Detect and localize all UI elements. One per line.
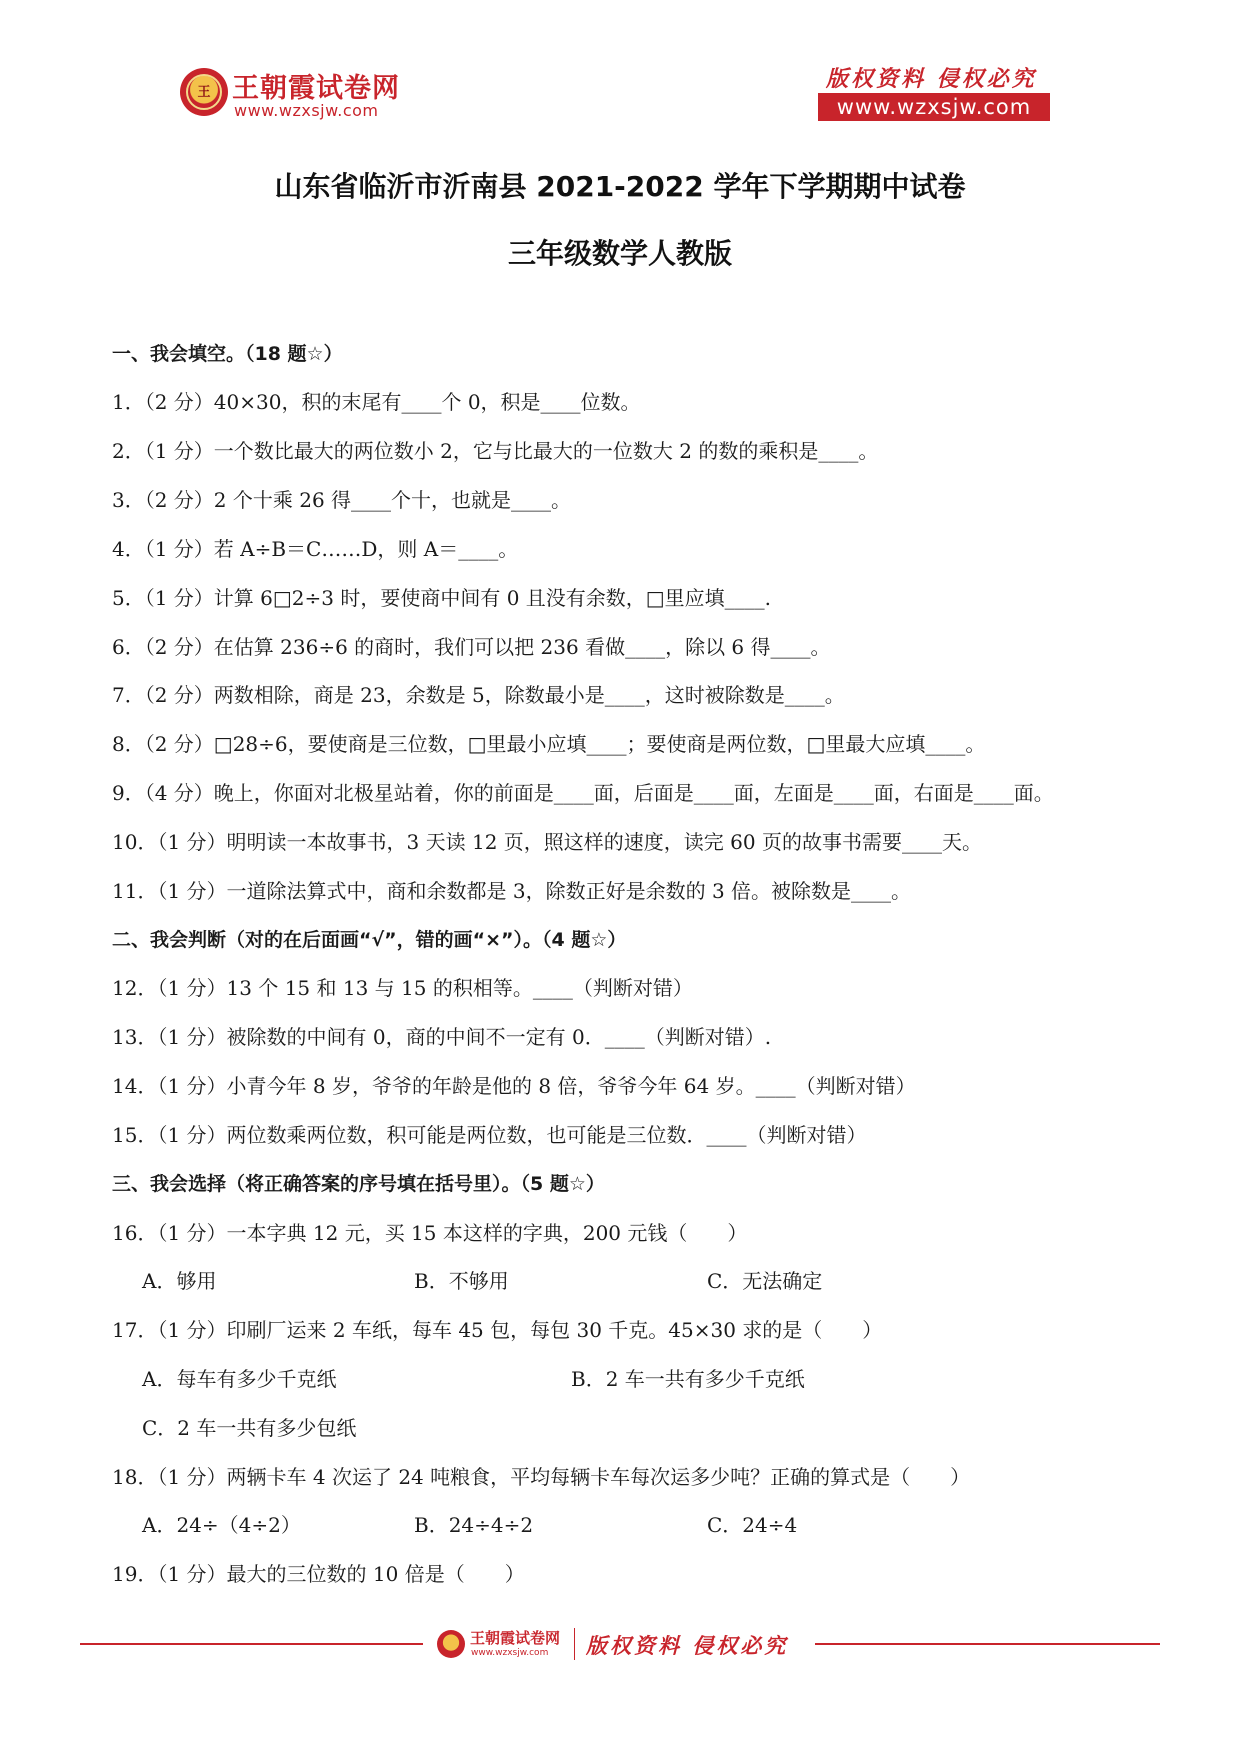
q16-option-a: A．够用 (142, 1269, 217, 1293)
copyright-notice: 版权资料 侵权必究 (826, 66, 1037, 92)
question-3: 3．（2 分）2 个十乘 26 得____个十，也就是____。 (112, 488, 572, 512)
brand-name: 王朝霞试卷网 (232, 73, 400, 104)
question-2: 2．（1 分）一个数比最大的两位数小 2，它与比最大的一位数大 2 的数的乘积是____。 (112, 439, 879, 463)
question-15: 15．（1 分）两位数乘两位数，积可能是两位数，也可能是三位数．____（判断对错） (112, 1123, 867, 1147)
footer-rule-left (80, 1643, 423, 1645)
question-10: 10．（1 分）明明读一本故事书，3 天读 12 页，照这样的速度，读完 60 页的故事书需要____天。 (112, 830, 982, 854)
brand-logo (180, 68, 228, 116)
question-4: 4．（1 分）若 A÷B＝C……D，则 A＝____。 (112, 537, 519, 561)
exam-subtitle: 三年级数学人教版 (507, 237, 732, 270)
question-8: 8．（2 分）□28÷6，要使商是三位数，□里最小应填____；要使商是两位数，□里最大应填____。 (112, 732, 986, 756)
logo-glyph: 王 (197, 85, 211, 100)
section-heading-multiple-choice: 三、我会选择（将正确答案的序号填在括号里）。（5 题☆） (112, 1173, 605, 1195)
question-7: 7．（2 分）两数相除，商是 23，余数是 5，除数最小是____，这时被除数是____。 (112, 683, 845, 707)
footer-brand-name: 王朝霞试卷网 (470, 1629, 561, 1647)
q16-option-b: B．不够用 (414, 1269, 509, 1293)
footer-brand-url: www.wzxsjw.com (471, 1648, 549, 1658)
question-13: 13．（1 分）被除数的中间有 0，商的中间不一定有 0．____（判断对错）. (112, 1025, 772, 1049)
question-17: 17．（1 分）印刷厂运来 2 车纸，每车 45 包，每包 30 千克。45×30 求的是（ ） (112, 1318, 883, 1342)
question-16: 16．（1 分）一本字典 12 元，买 15 本这样的字典，200 元钱（ ） (112, 1221, 748, 1245)
footer-rule-right (815, 1643, 1160, 1645)
url-banner[interactable]: www.wzxsjw.com (818, 93, 1050, 121)
section-heading-fill-blank: 一、我会填空。（18 题☆） (112, 343, 343, 365)
question-18: 18．（1 分）两辆卡车 4 次运了 24 吨粮食，平均每辆卡车每次运多少吨？正确的算式是（ ） (112, 1465, 971, 1489)
question-1: 1．（2 分）40×30，积的末尾有____个 0，积是____位数。 (112, 390, 641, 414)
question-19: 19．（1 分）最大的三位数的 10 倍是（ ） (112, 1562, 525, 1586)
question-6: 6．（2 分）在估算 236÷6 的商时，我们可以把 236 看做____，除以 6 得____。 (112, 635, 831, 659)
q17-option-c: C．2 车一共有多少包纸 (142, 1416, 357, 1440)
question-14: 14．（1 分）小青今年 8 岁，爷爷的年龄是他的 8 倍，爷爷今年 64 岁。____（判断对错） (112, 1074, 916, 1098)
q18-option-a: A．24÷（4÷2） (142, 1513, 301, 1537)
question-5: 5．（1 分）计算 6□2÷3 时，要使商中间有 0 且没有余数，□里应填____. (112, 586, 772, 610)
footer-copyright: 版权资料 侵权必究 (586, 1633, 789, 1658)
brand-url: www.wzxsjw.com (234, 101, 379, 120)
q17-option-a: A．每车有多少千克纸 (142, 1367, 337, 1391)
section-heading-true-false: 二、我会判断（对的在后面画“√”，错的画“×”）。（4 题☆） (112, 929, 627, 951)
exam-title: 山东省临沂市沂南县 2021-2022 学年下学期期中试卷 (274, 170, 966, 203)
q18-option-b: B．24÷4÷2 (414, 1513, 534, 1537)
footer-divider (574, 1628, 575, 1660)
question-9: 9．（4 分）晚上，你面对北极星站着，你的前面是____面，后面是____面，左面是____面，右面是____面。 (112, 781, 1054, 805)
question-12: 12．（1 分）13 个 15 和 13 与 15 的积相等。____（判断对错） (112, 976, 693, 1000)
footer-logo (437, 1630, 465, 1658)
question-11: 11．（1 分）一道除法算式中，商和余数都是 3，除数正好是余数的 3 倍。被除数是____。 (112, 879, 912, 903)
q18-option-c: C．24÷4 (707, 1513, 798, 1537)
q17-option-b: B．2 车一共有多少千克纸 (571, 1367, 805, 1391)
q16-option-c: C．无法确定 (707, 1269, 823, 1293)
